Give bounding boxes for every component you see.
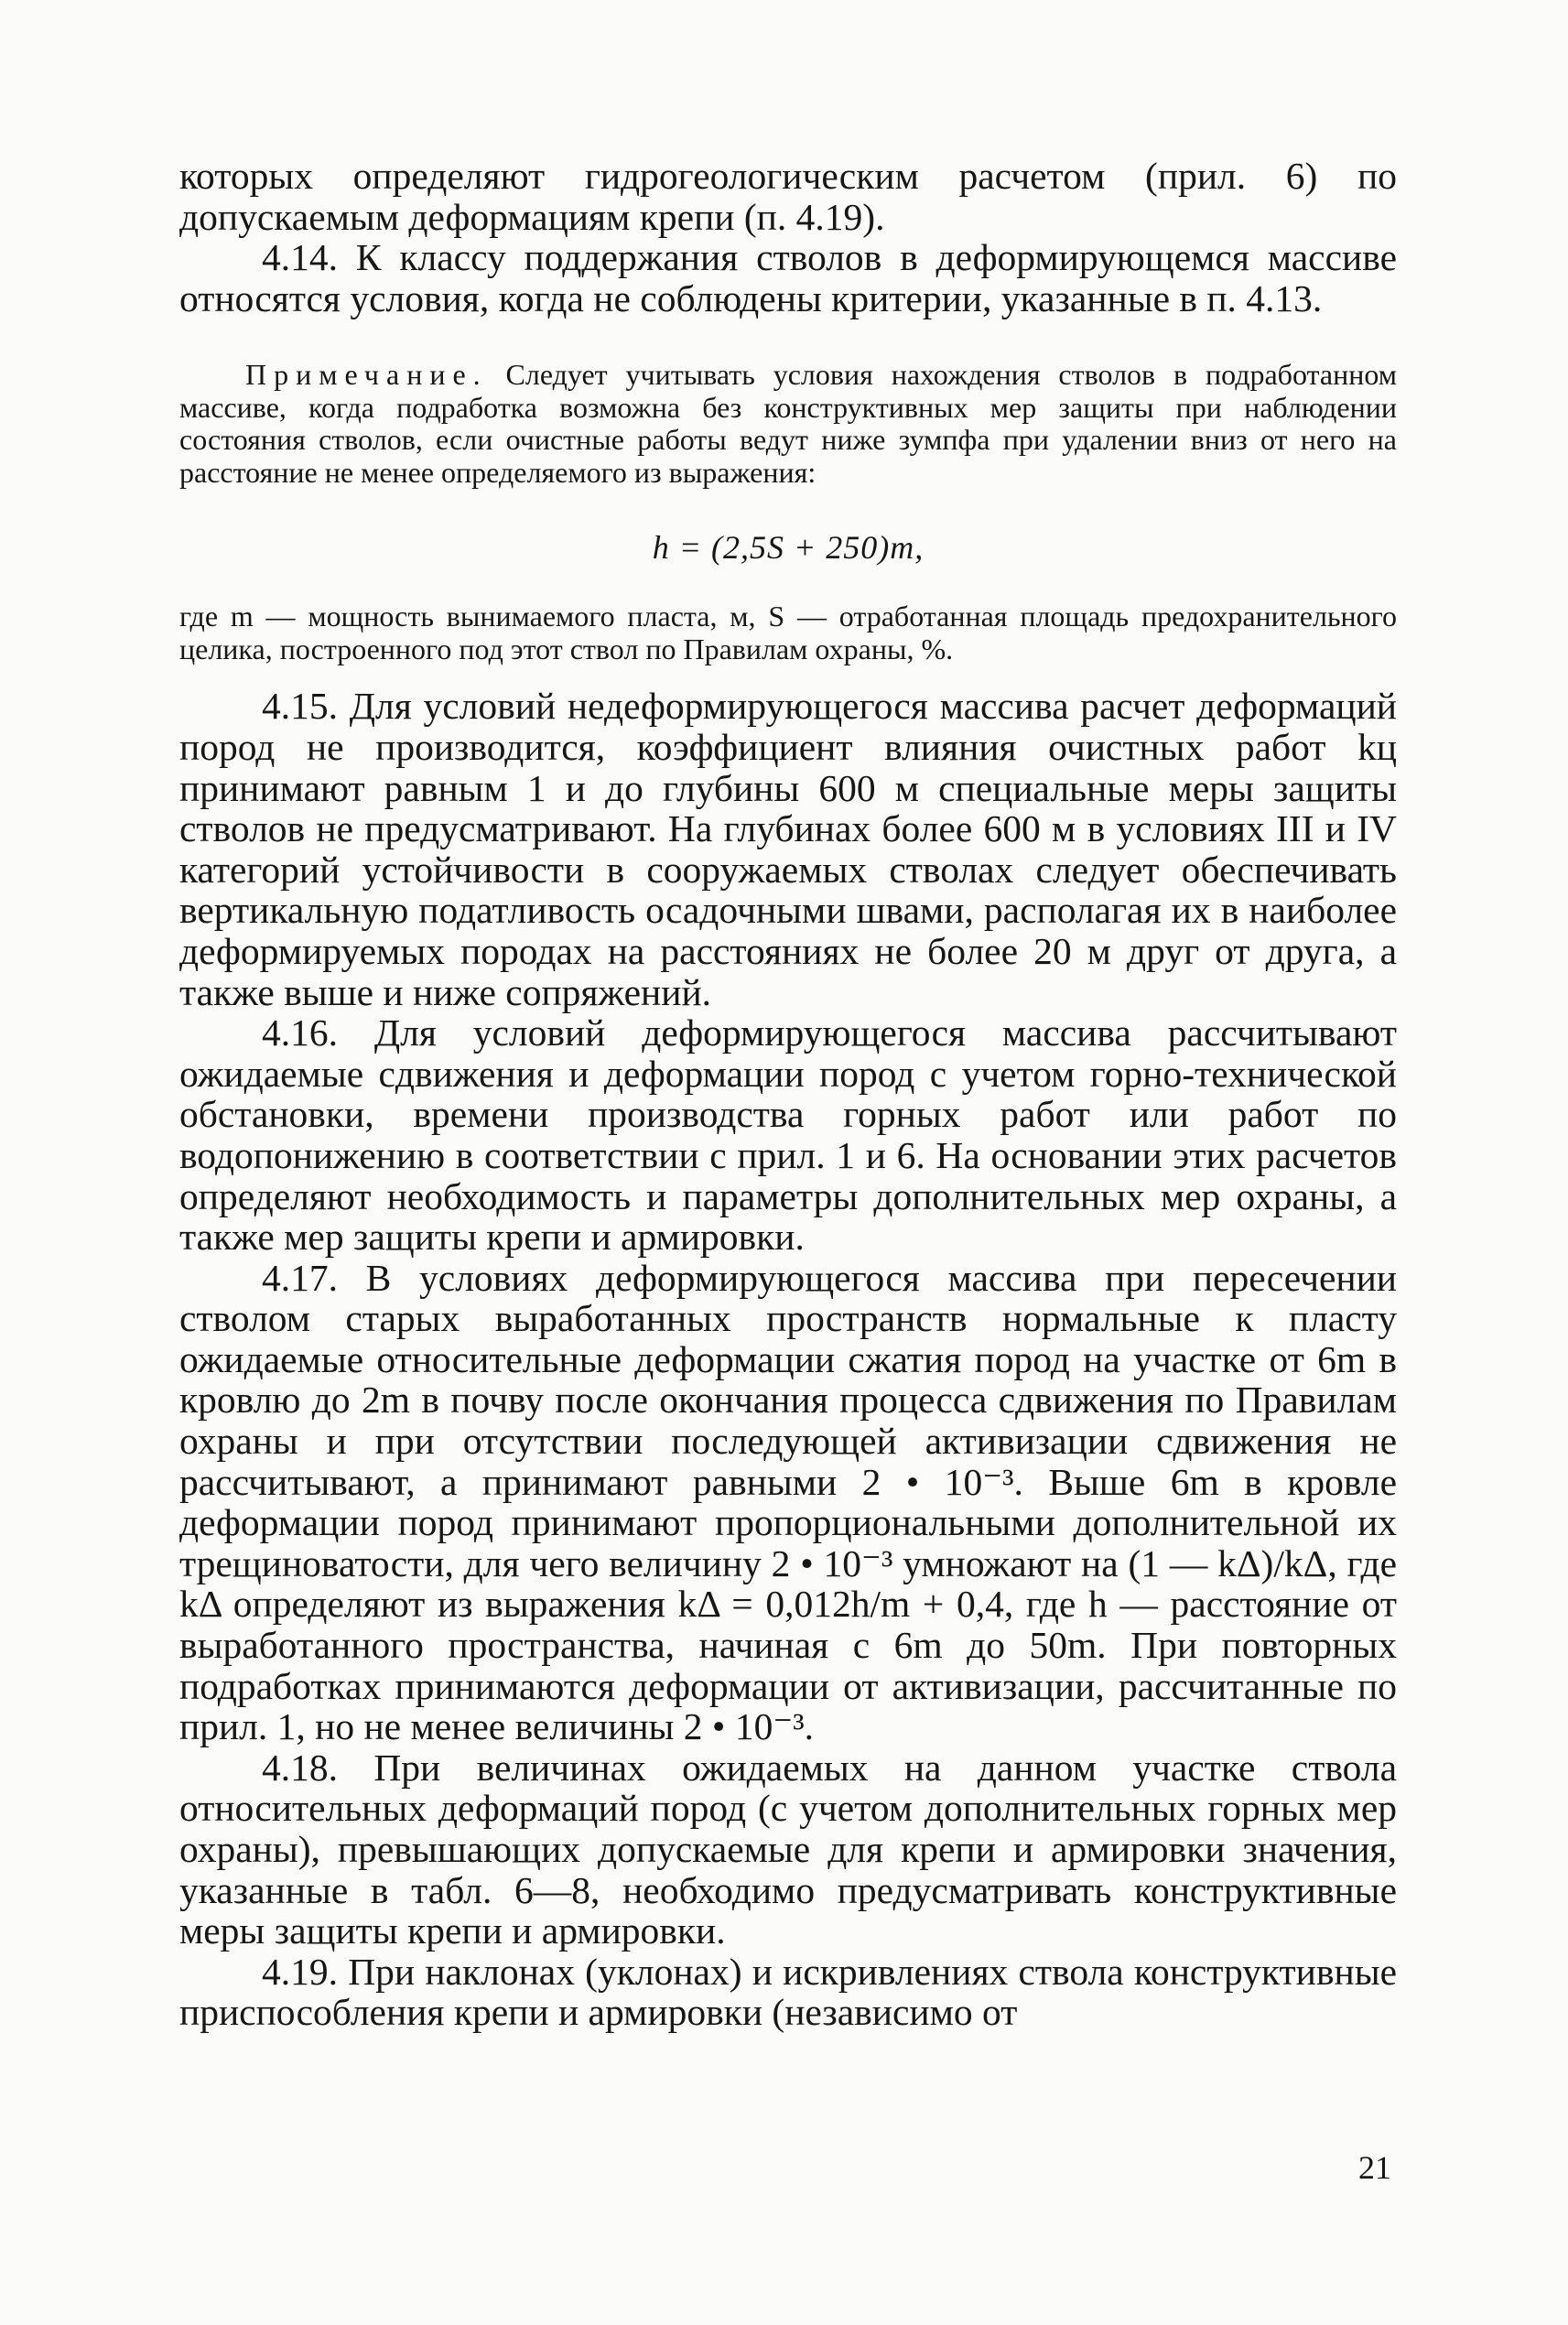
note-heading: Примечание. bbox=[245, 358, 488, 392]
note-text: Следует учитывать условия нахождения стволов в подработанном массиве, когда подработка возможна без конструктивных мер защиты при наблюдении состояния стволов, если очистные работы ведут ниже зумпфа при удалении вниз от него на расстояние не менее определяемого из выражения: bbox=[179, 358, 1397, 489]
paragraph-4-19: 4.19. При наклонах (уклонах) и искривлениях ствола конструктивные приспособления крепи и армировки (независимо от bbox=[179, 1950, 1397, 2034]
paragraph-continuation: которых определяют гидрогеологическим расчетом (прил. 6) по допускаемым деформациям крепи (п. 4.19). bbox=[179, 155, 1397, 238]
paragraph-4-15: 4.15. Для условий недеформирующегося массива расчет деформаций пород не производится, коэффициент влияния очистных работ kц принимают равным 1 и до глубины 600 м специальные меры защиты стволов не предусматривают. На глубинах более 600 м в условиях III и IV категорий устойчивости в сооружаемых стволах следует обеспечивать вертикальную податливость осадочными швами, располагая их в наиболее деформируемых породах на расстояниях не более 20 м друг от друга, а также выше и ниже сопряжений. bbox=[179, 685, 1397, 1013]
note-paragraph bbox=[179, 359, 1397, 489]
paragraph-4-14: 4.14. К классу поддержания стволов в деформирующемся массиве относятся условия, когда не соблюдены критерии, указанные в п. 4.13. bbox=[179, 236, 1397, 319]
text-column bbox=[179, 156, 1397, 2033]
formula-text: h = (2,5S + 250)m, bbox=[652, 529, 925, 567]
paragraph-4-18: 4.18. При величинах ожидаемых на данном участке ствола относительных деформаций пород (с учетом дополнительных горных мер охраны), превышающих допускаемые для крепи и армировки значения, указанные в табл. 6—8, необходимо предусматривать конструктивные меры защиты крепи и армировки. bbox=[179, 1746, 1397, 1952]
page-number: 21 bbox=[1358, 2149, 1391, 2186]
paragraph-4-16: 4.16. Для условий деформирующегося массива рассчитывают ожидаемые сдвижения и деформации пород с учетом горно-технической обстановки, времени производства горных работ или работ по водопонижению в соответствии с прил. 1 и 6. На основании этих расчетов определяют необходимость и параметры дополнительных мер охраны, а также мер защиты крепи и армировки. bbox=[179, 1011, 1397, 1259]
note-where-clause: где m — мощность вынимаемого пласта, м, S — отработанная площадь предохранительного целика, построенного под этот ствол по Правилам охраны, %. bbox=[179, 600, 1397, 665]
paragraph-4-17: 4.17. В условиях деформирующегося массива при пересечении стволом старых выработанных пространств нормальные к пласту ожидаемые относительные деформации сжатия пород на участке от 6m в кровлю до 2m в почву после окончания процесса сдвижения по Правилам охраны и при отсутствии последующей активизации сдвижения не рассчитывают, а принимают равными 2 • 10⁻³. Выше 6m в кровле деформации пород принимают пропорциональными дополнительной их трещиноватости, для чего величину 2 • 10⁻³ умножают на (1 — kΔ)/kΔ, где kΔ определяют из выражения kΔ = 0,012h/m + 0,4, где h — расстояние от выработанного пространства, начиная с 6m до 50m. При повторных подработках принимаются деформации от активизации, рассчитанные по прил. 1, но не менее величины 2 • 10⁻³. bbox=[179, 1256, 1397, 1748]
formula bbox=[179, 529, 1397, 566]
